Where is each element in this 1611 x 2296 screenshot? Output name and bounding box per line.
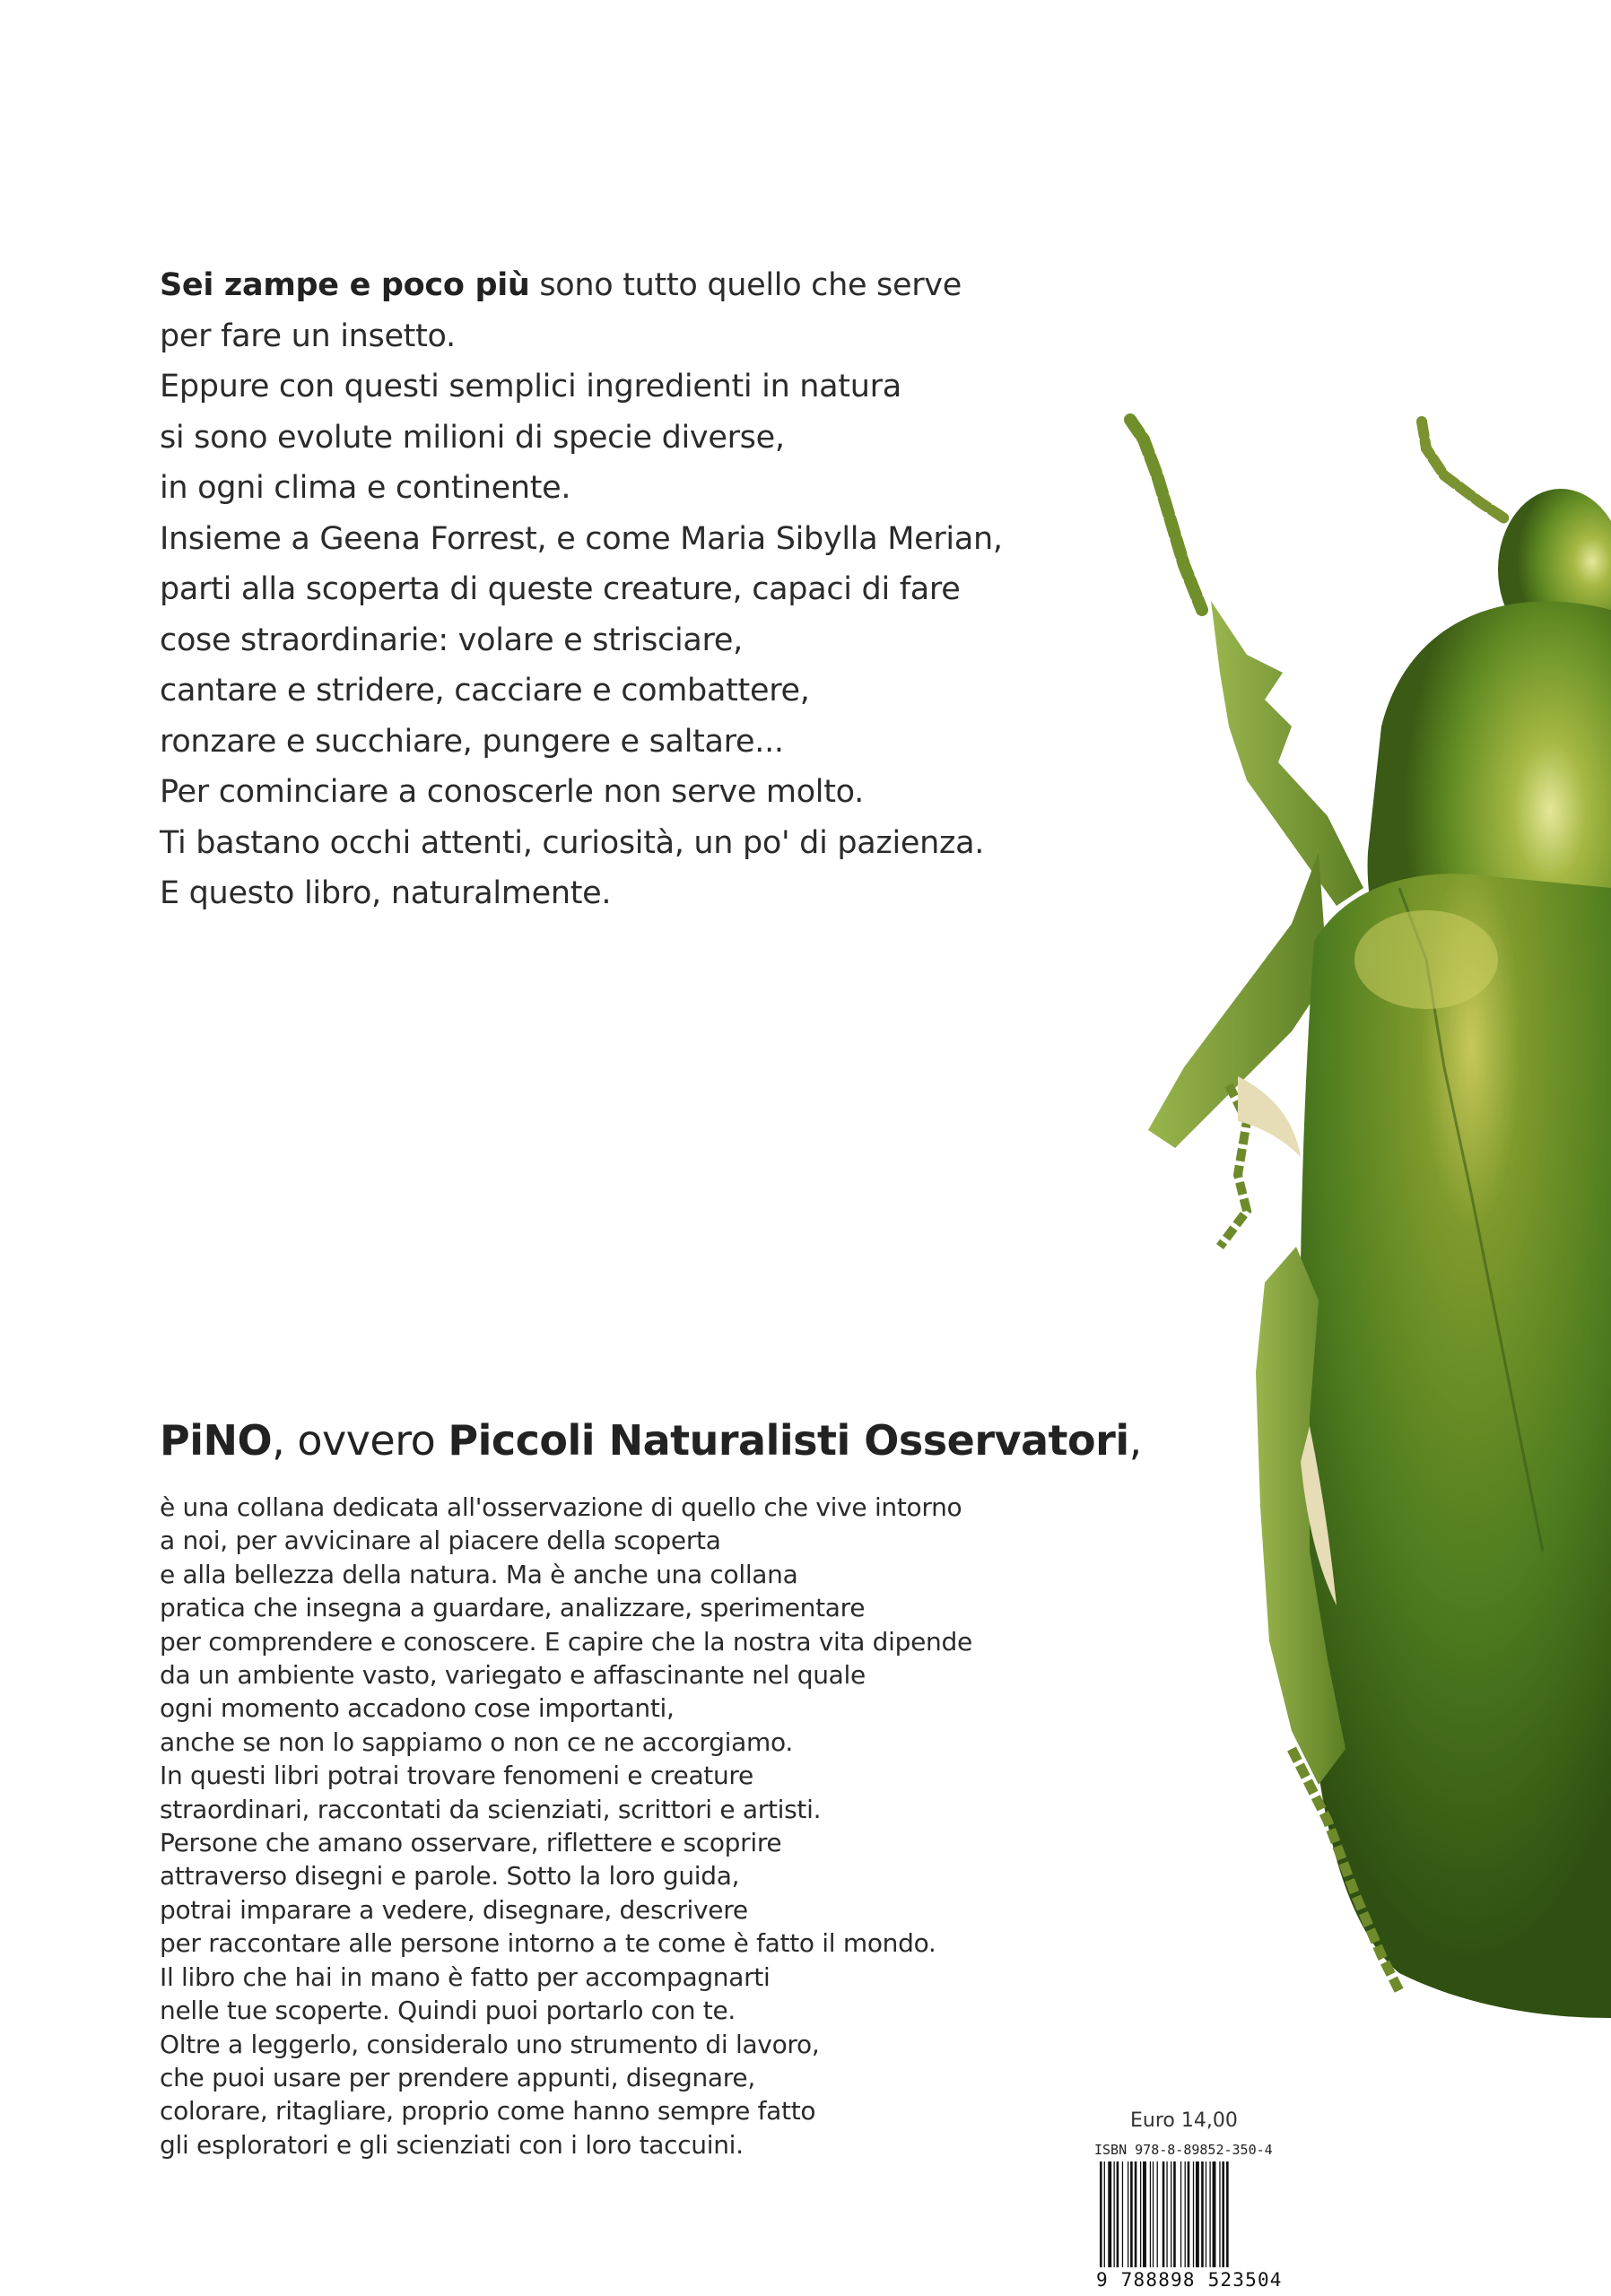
intro-line: E questo libro, naturalmente. [160,875,612,911]
description-line: colorare, ritagliare, proprio come hanno sempre fatto [160,2096,816,2126]
barcode-bar [1130,2161,1133,2267]
description-line: per comprendere e conoscere. E capire che la nostra vita dipende [160,1626,972,1657]
barcode-bar [1100,2161,1102,2267]
barcode-bar [1180,2161,1181,2267]
barcode-bar [1114,2161,1115,2267]
intro-bold-lead: Sei zampe e poco più [160,267,530,303]
intro-line: Insieme a Geena Forrest, e come Maria Sibylla Merian, [160,520,1003,557]
barcode-bar [1188,2161,1190,2267]
intro-line: per fare un insetto. [160,317,456,354]
barcode-bar [1166,2161,1167,2267]
barcode-bar [1153,2161,1154,2267]
series-trailing: , [1128,1416,1142,1465]
isbn-text: ISBN 978-8-89852-350-4 [1094,2142,1273,2158]
series-title [160,1413,1146,1467]
description-line: Oltre a leggerlo, consideralo uno strumento di lavoro, [160,2029,820,2059]
description-line: e alla bellezza della natura. Ma è anche una collana [160,1559,798,1589]
barcode-bar [1201,2161,1204,2267]
barcode-bar [1143,2161,1146,2267]
description-line: anche se non lo sappiamo o non ce ne accorgiamo. [160,1726,793,1757]
intro-line [160,260,1039,311]
intro-line: cose straordinarie: volare e strisciare, [160,622,743,658]
barcode-bar [1196,2161,1199,2267]
description-line: è una collana dedicata all'osservazione di quello che vive intorno [160,1492,962,1522]
ean-number: 9 788898 523504 [1096,2269,1283,2291]
intro-line: Ti bastano occhi attenti, curiosità, un po' di pazienza. [160,824,985,861]
description-line: straordinari, raccontati da scienziati, scrittori e artisti. [160,1794,822,1824]
series-full-name: Piccoli Naturalisti Osservatori [448,1416,1129,1465]
intro-line: si sono evolute milioni di specie diverse, [160,419,785,456]
description-line: In questi libri potrai trovare fenomeni e creature [160,1761,753,1791]
barcode-bar [1219,2161,1220,2267]
barcode-bar [1157,2161,1158,2267]
description-line: che puoi usare per prendere appunti, disegnare, [160,2062,755,2092]
barcode-bar [1185,2161,1186,2267]
description-line: attraverso disegni e parole. Sotto la loro guida, [160,1861,740,1892]
description-line: nelle tue scoperte. Quindi puoi portarlo con te. [160,1996,736,2026]
intro-line: parti alla scoperta di queste creature, capaci di fare [160,571,961,607]
description-line: ogni momento accadono cose importanti, [160,1693,675,1724]
intro-line: Per cominciare a conoscerle non serve molto. [160,774,864,810]
description-line: a noi, per avvicinare al piacere della scoperta [160,1526,721,1556]
barcode-bar [1117,2161,1119,2267]
description-line: per raccontare alle persone intorno a te come è fatto il mondo. [160,1928,936,1959]
intro-line: cantare e stridere, cacciare e combattere, [160,673,810,709]
intro-line: ronzare e succhiare, pungere e saltare... [160,723,784,760]
barcode-bar [1140,2161,1141,2267]
series-description [160,1491,1021,2161]
barcode-bar [1122,2161,1123,2267]
description-line: pratica che insegna a guardare, analizzare, sperimentare [160,1593,866,1623]
barcode-bar [1213,2161,1216,2267]
intro-line: Eppure con questi semplici ingredienti in natura [160,369,901,404]
series-name: PiNO [160,1416,273,1465]
barcode-bar [1173,2161,1176,2267]
intro-paragraph [160,260,1039,919]
barcode-bar [1226,2161,1229,2267]
barcode-bar [1163,2161,1165,2267]
price-label: Euro 14,00 [1130,2109,1238,2132]
description-line: gli esploratori e gli scienziati con i loro taccuini. [160,2129,744,2160]
barcode-bar [1193,2161,1194,2267]
barcode-bar [1135,2161,1137,2267]
beetle-illustration [1023,386,1611,2117]
barcode-bar [1209,2161,1210,2267]
intro-first-line-rest: sono tutto quello che serve [529,267,962,303]
barcode-bar [1108,2161,1111,2267]
description-line: da un ambiente vasto, variegato e affascinante nel quale [160,1660,866,1691]
description-line: Il libro che hai in mano è fatto per accompagnarti [160,1961,771,1992]
barcode-bar [1150,2161,1151,2267]
barcode [1098,2161,1272,2267]
series-middle-text: , ovvero [272,1416,448,1465]
barcode-bar [1104,2161,1105,2267]
description-line: potrai imparare a vedere, disegnare, descrivere [160,1894,748,1925]
description-line: Persone che amano osservare, riflettere e scoprire [160,1828,782,1858]
barcode-bar [1222,2161,1224,2267]
intro-line: in ogni clima e continente. [160,470,571,506]
